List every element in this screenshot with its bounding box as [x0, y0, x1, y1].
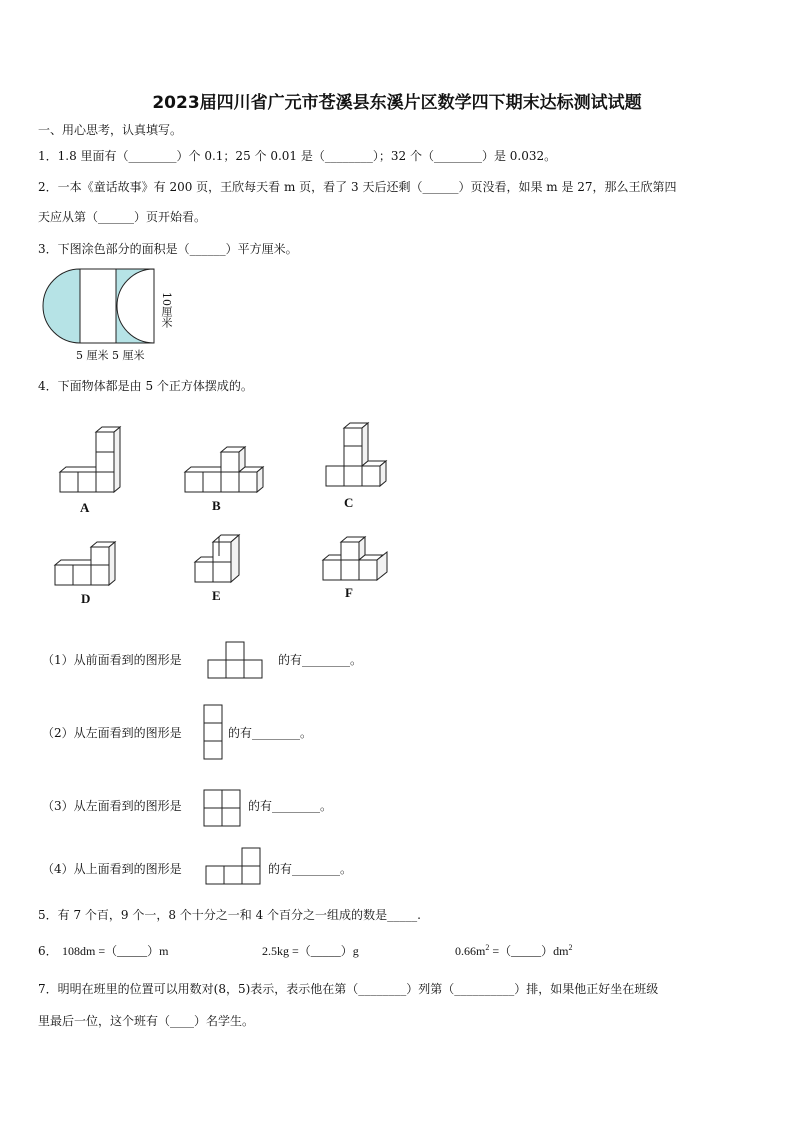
sub-question-4-prefix: （4）从上面看到的图形是 [42, 862, 182, 876]
cube-shape-e [193, 536, 248, 586]
left-view-grid-2 [203, 704, 225, 764]
question-7-line-2: 里最后一位，这个班有（____）名学生。 [38, 1014, 255, 1028]
shape-label-f: F [345, 585, 353, 600]
question-2-line-2: 天应从第（______）页开始看。 [38, 210, 207, 224]
cube-shape-f [321, 538, 393, 584]
shape-label-b: B [212, 498, 221, 513]
top-view-grid-4 [205, 847, 267, 887]
shape-label-d: D [81, 591, 91, 606]
question-3: 3．下图涂色部分的面积是（______）平方厘米。 [38, 242, 298, 256]
figure-bottom-label: 5 厘米 5 厘米 [76, 349, 145, 362]
shape-label-c: C [344, 495, 354, 510]
sub-question-1-suffix: 的有________。 [278, 653, 363, 667]
sub-question-3-suffix: 的有________。 [248, 799, 333, 813]
question-2-line-1: 2．一本《童话故事》有 200 页，王欣每天看 m 页，看了 3 天后还剩（______）页没看，如果 m 是 27，那么王欣第四 [38, 180, 677, 194]
sub-question-4-suffix: 的有________。 [268, 862, 353, 876]
q6c-sup2: 2 [568, 943, 573, 952]
cube-shape-b [183, 448, 273, 498]
cube-shape-d [53, 543, 128, 589]
question-4: 4．下面物体都是由 5 个正方体摆成的。 [38, 379, 253, 393]
section-heading: 一、用心思考，认真填写。 [38, 123, 183, 137]
question-1: 1．1.8 里面有（________）个 0.1；25 个 0.01 是（________）；32 个（________）是 0.032。 [38, 149, 557, 163]
front-view-grid-1 [207, 641, 267, 681]
figure-side-label: 10厘米 [160, 292, 173, 328]
left-view-grid-3 [203, 789, 245, 829]
sub-question-3-prefix: （3）从左面看到的图形是 [42, 799, 182, 813]
cube-shape-c [324, 426, 394, 490]
sub-question-2-prefix: （2）从左面看到的图形是 [42, 726, 182, 740]
question-5: 5．有 7 个百，9 个一，8 个十分之一和 4 个百分之一组成的数是_____. [38, 908, 421, 922]
shape-label-e: E [212, 588, 221, 603]
sub-question-2-suffix: 的有________。 [228, 726, 313, 740]
question-6-part-b: 2.5kg =（_____）g [262, 944, 359, 958]
q6c-sup: 2 [485, 943, 490, 952]
question-7-line-1: 7．明明在班里的位置可以用数对(8，5)表示，表示他在第（________）列第（__________）排，如果他正好坐在班级 [38, 982, 659, 996]
question-6-part-c [455, 942, 572, 959]
page-title: 2023届四川省广元市苍溪县东溪片区数学四下期末达标测试试题 [152, 93, 642, 113]
question-6-label: 6． [38, 944, 58, 958]
q6c-value: 0.66m [455, 944, 486, 958]
q6c-mid: =（_____）dm [489, 944, 569, 958]
shape-label-a: A [80, 500, 90, 515]
sub-question-1-prefix: （1）从前面看到的图形是 [42, 653, 182, 667]
question-6-part-a: 108dm =（_____）m [62, 944, 169, 958]
cube-shape-a [58, 430, 128, 500]
